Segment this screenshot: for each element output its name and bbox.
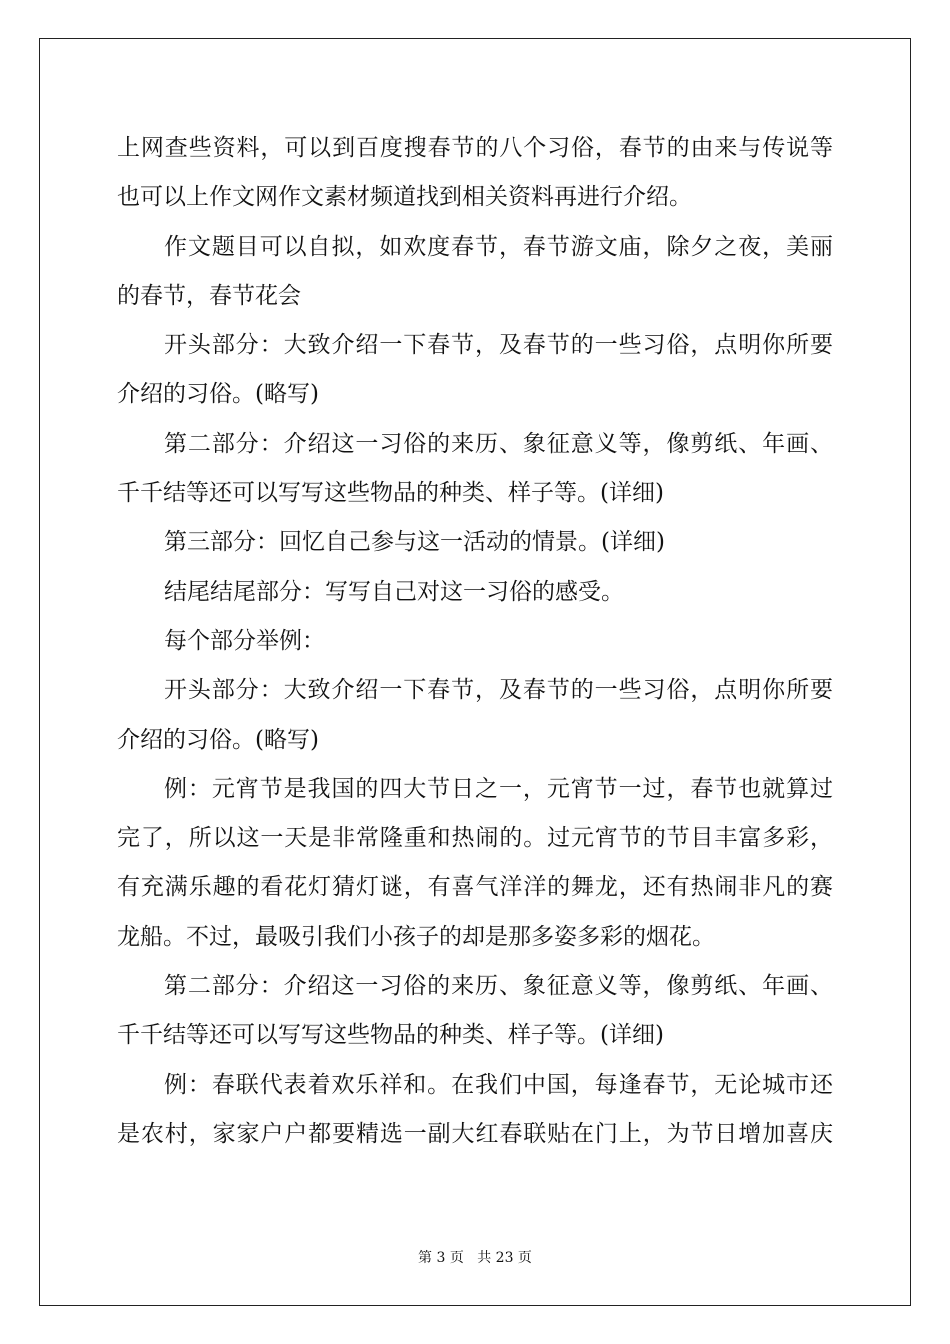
text-line bbox=[117, 223, 833, 272]
text-line-content: 完了，所以这一天是非常隆重和热闹的。过元宵节的节目丰富多彩， bbox=[117, 825, 833, 852]
document-body bbox=[117, 124, 833, 1159]
text-line-content: 介绍的习俗。(略写) bbox=[117, 381, 319, 408]
text-line-content: 第三部分：回忆自己参与这一活动的情景。(详细) bbox=[164, 529, 665, 556]
text-line-content: 第二部分：介绍这一习俗的来历、象征意义等，像剪纸、年画、 bbox=[164, 973, 833, 1000]
text-line bbox=[117, 716, 833, 765]
text-line bbox=[117, 1061, 833, 1110]
text-line-content: 作文题目可以自拟，如欢度春节，春节游文庙，除夕之夜，美丽 bbox=[164, 233, 833, 260]
text-line bbox=[117, 814, 833, 863]
page-number: 第 3 页 bbox=[418, 1250, 464, 1266]
text-line-content: 每个部分举例： bbox=[164, 627, 325, 654]
text-line bbox=[117, 1011, 833, 1060]
text-line-content: 例：春联代表着欢乐祥和。在我们中国，每逢春节，无论城市还 bbox=[164, 1071, 833, 1098]
page-total: 共 23 页 bbox=[477, 1250, 532, 1266]
text-line bbox=[117, 863, 833, 912]
text-line bbox=[117, 1110, 833, 1159]
text-line-content: 第二部分：介绍这一习俗的来历、象征意义等，像剪纸、年画、 bbox=[164, 430, 833, 457]
text-line-content: 结尾结尾部分：写写自己对这一习俗的感受。 bbox=[164, 578, 624, 605]
text-line-content: 开头部分：大致介绍一下春节，及春节的一些习俗，点明你所要 bbox=[164, 332, 833, 359]
text-line bbox=[117, 469, 833, 518]
text-line bbox=[117, 568, 833, 617]
text-line-content: 开头部分：大致介绍一下春节，及春节的一些习俗，点明你所要 bbox=[164, 677, 833, 704]
text-line-content: 千千结等还可以写写这些物品的种类、样子等。(详细) bbox=[117, 480, 664, 507]
text-line-content: 介绍的习俗。(略写) bbox=[117, 726, 319, 753]
text-line bbox=[117, 617, 833, 666]
text-line bbox=[117, 370, 833, 419]
text-line-content: 千千结等还可以写写这些物品的种类、样子等。(详细) bbox=[117, 1022, 664, 1049]
text-line-content: 龙船。不过，最吸引我们小孩子的却是那多姿多彩的烟花。 bbox=[117, 923, 715, 950]
text-line-content: 的春节，春节花会 bbox=[117, 282, 301, 309]
text-line bbox=[117, 518, 833, 567]
text-line bbox=[117, 913, 833, 962]
text-line-content: 有充满乐趣的看花灯猜灯谜，有喜气洋洋的舞龙，还有热闹非凡的赛 bbox=[117, 874, 833, 901]
text-line bbox=[117, 765, 833, 814]
page-footer bbox=[0, 1247, 950, 1267]
text-line bbox=[117, 124, 833, 173]
text-line-content: 例：元宵节是我国的四大节日之一，元宵节一过，春节也就算过 bbox=[164, 775, 833, 802]
text-line bbox=[117, 173, 833, 222]
text-line-content: 也可以上作文网作文素材频道找到相关资料再进行介绍。 bbox=[117, 184, 692, 211]
text-line bbox=[117, 666, 833, 715]
text-line bbox=[117, 272, 833, 321]
text-line-content: 是农村，家家户户都要精选一副大红春联贴在门上，为节日增加喜庆 bbox=[117, 1120, 833, 1147]
text-line bbox=[117, 962, 833, 1011]
text-line bbox=[117, 321, 833, 370]
text-line bbox=[117, 420, 833, 469]
text-line-content: 上网查些资料，可以到百度搜春节的八个习俗，春节的由来与传说等 bbox=[117, 135, 833, 161]
